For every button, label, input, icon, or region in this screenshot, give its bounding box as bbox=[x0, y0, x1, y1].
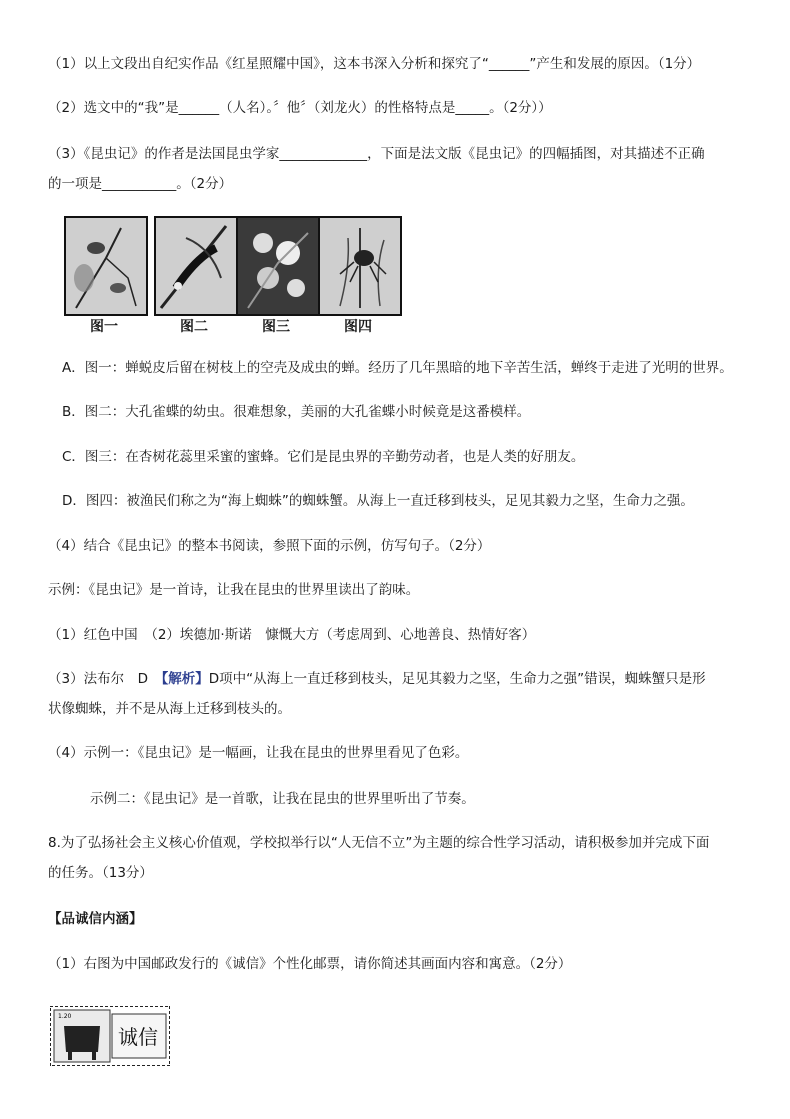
insect-illustrations bbox=[62, 216, 394, 334]
q7-sub2: （2）选文中的“我”是______（人名）。〞他〞（刘龙火）的性格特点是_____。（2分）） bbox=[48, 100, 552, 116]
option-c: C．图三：在杏树花蕊里采蜜的蜜蜂。它们是昆虫界的辛勤劳动者，也是人类的好朋友。 bbox=[62, 449, 585, 465]
figure-1-label: 图一 bbox=[90, 319, 118, 335]
figure-4-crab-image bbox=[318, 216, 402, 316]
answer-3-prefix: （3）法布尔 D bbox=[48, 671, 162, 687]
answer-3-line2: 状像蜘蛛，并不是从海上迁移到枝头的。 bbox=[48, 701, 291, 717]
figure-2-label: 图二 bbox=[180, 319, 208, 335]
section-heading: 【品诚信内涵】 bbox=[48, 911, 143, 927]
figure-1-cicada-image bbox=[64, 216, 148, 316]
q7-sub4: （4）结合《昆虫记》的整本书阅读，参照下面的示例，仿写句子。（2分） bbox=[48, 538, 491, 554]
figure-3-bee-flower-image bbox=[236, 216, 320, 316]
q7-example: 示例：《昆虫记》是一首诗，让我在昆虫的世界里读出了韵味。 bbox=[48, 582, 420, 598]
q7-sub3-line1: （3）《昆虫记》的作者是法国昆虫学家_____________，下面是法文版《昆虫记》的四幅插图，对其描述不正确 bbox=[48, 146, 705, 162]
answer-4-example-1: （4）示例一：《昆虫记》是一幅画，让我在昆虫的世界里看见了色彩。 bbox=[48, 745, 469, 761]
q8-stem-line2: 的任务。（13分） bbox=[48, 865, 153, 881]
q7-sub3-line2: 的一项是___________。（2分） bbox=[48, 176, 233, 192]
answer-3-body: D项中“从海上一直迁移到枝头，足见其毅力之坚，生命力之强”错误，蜘蛛蟹只是形 bbox=[208, 671, 706, 687]
stamp-text: 诚信 bbox=[118, 1025, 158, 1049]
option-d: D．图四：被渔民们称之为“海上蜘蛛”的蜘蛛蟹。从海上一直迁移到枝头，足见其毅力之坚，生命力之强。 bbox=[62, 493, 694, 509]
analysis-tag: 【解析】 bbox=[161, 671, 209, 687]
q8-stem-line1: 8.为了弘扬社会主义核心价值观，学校拟举行以“人无信不立”为主题的综合性学习活动，请积极参加并完成下面 bbox=[48, 835, 710, 851]
integrity-stamp-image bbox=[50, 1006, 170, 1066]
answer-1-2: （1）红色中国 （2）埃德加·斯诺 慷慨大方（考虑周到、心地善良、热情好客） bbox=[48, 627, 536, 643]
option-a: A．图一：蝉蜕皮后留在树枝上的空壳及成虫的蝉。经历了几年黑暗的地下辛苦生活，蝉终于走进了光明的世界。 bbox=[62, 360, 733, 376]
stamp-value: 1.20 bbox=[58, 1013, 72, 1020]
figure-4-label: 图四 bbox=[344, 319, 372, 335]
figure-3-label: 图三 bbox=[262, 319, 290, 335]
answer-4-example-2: 示例二：《昆虫记》是一首歌，让我在昆虫的世界里听出了节奏。 bbox=[90, 791, 475, 807]
option-b: B．图二：大孔雀蝶的幼虫。很难想象，美丽的大孔雀蝶小时候竟是这番模样。 bbox=[62, 404, 531, 420]
figure-2-caterpillar-image bbox=[154, 216, 238, 316]
q7-sub1: （1）以上文段出自纪实作品《红星照耀中国》，这本书深入分析和探究了“______”产生和发展的原因。（1分） bbox=[48, 56, 701, 72]
answer-3-line1 bbox=[48, 669, 706, 689]
q8-sub1: （1）右图为中国邮政发行的《诚信》个性化邮票，请你简述其画面内容和寓意。（2分） bbox=[48, 956, 572, 972]
